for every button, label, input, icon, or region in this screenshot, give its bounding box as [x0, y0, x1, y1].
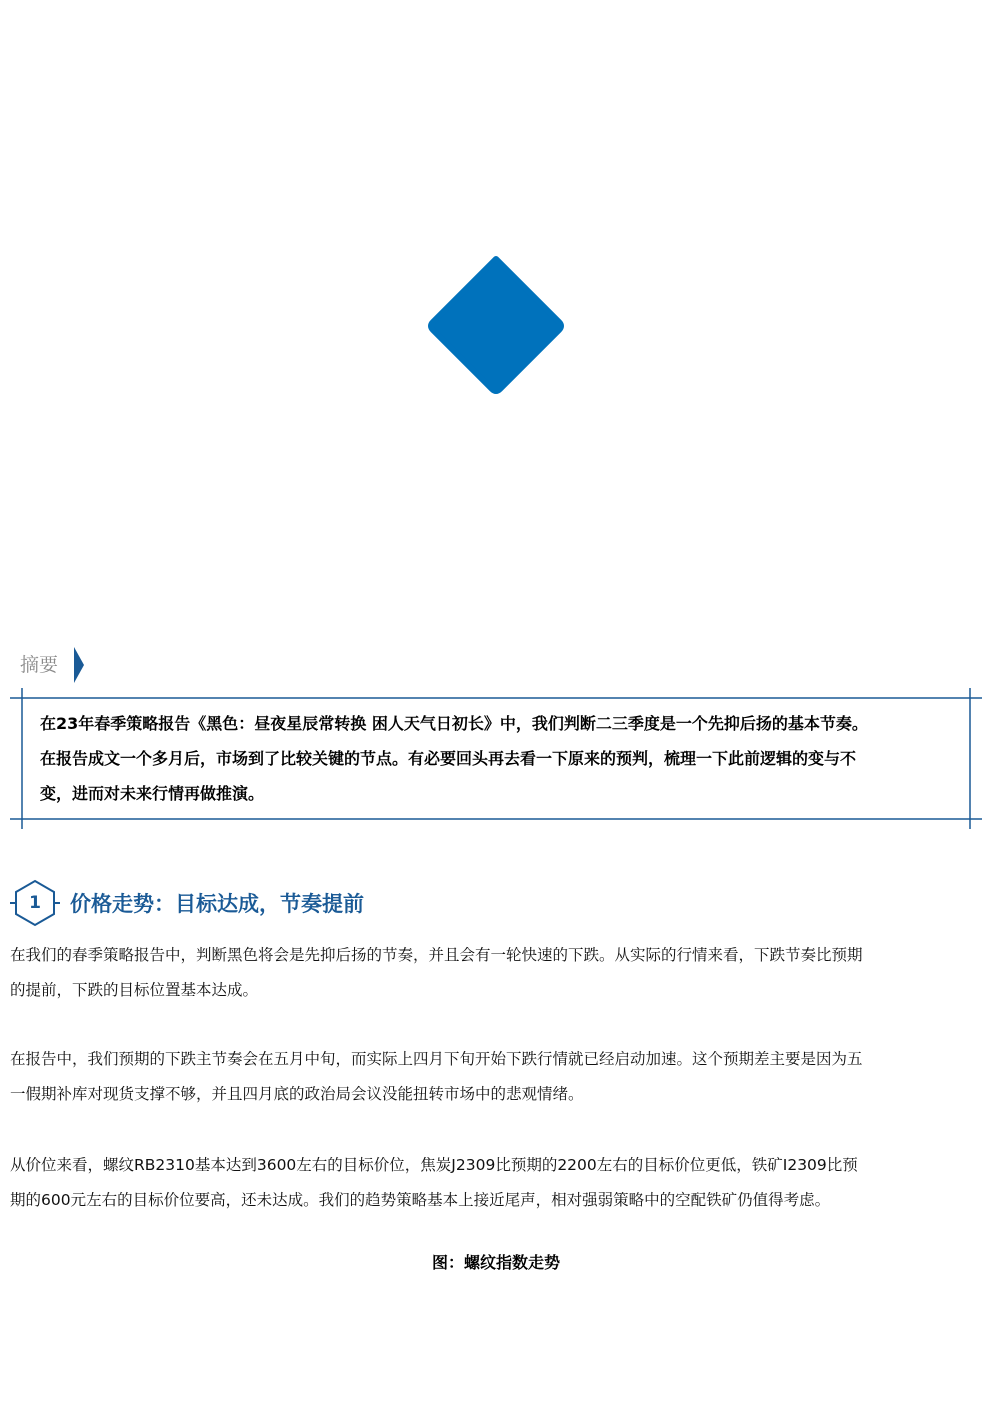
abstract-header: [20, 650, 84, 680]
abstract-line: 在23年春季策略报告《黑色：昼夜星辰常转换 困人天气日初长》中，我们判断二三季度是一个先抑后扬的基本节奏。: [40, 714, 868, 733]
abstract-label: 摘要: [20, 654, 59, 676]
abstract-line: 在报告成文一个多月后，市场到了比较关键的节点。有必要回头再去看一下原来的预判，梳理一下此前逻辑的变与不: [40, 749, 857, 768]
paragraph-line: 在我们的春季策略报告中，判断黑色将会是先抑后扬的节奏，并且会有一轮快速的下跌。从实际的行情来看，下跌节奏比预期: [10, 946, 863, 964]
paragraph: [10, 1148, 985, 1218]
paragraph: [10, 1042, 985, 1112]
company-logo-icon: [425, 255, 567, 397]
section-heading: [10, 878, 970, 928]
paragraph-line: 期的600元左右的目标价位要高，还未达成。我们的趋势策略基本上接近尾声，相对强弱策略中的空配铁矿仍值得考虑。: [10, 1191, 831, 1209]
paragraph-line: 从价位来看，螺纹RB2310基本达到3600左右的目标价位，焦炭J2309比预期的2200左右的目标价位更低，铁矿I2309比预: [10, 1156, 858, 1174]
paragraph: [10, 938, 985, 1008]
paragraph-line: 在报告中，我们预期的下跌主节奏会在五月中旬，而实际上四月下旬开始下跌行情就已经启动加速。这个预期差主要是因为五: [10, 1050, 863, 1068]
paragraph-line: 的提前，下跌的目标位置基本达成。: [10, 981, 259, 999]
abstract-box: [0, 686, 992, 830]
section-number-badge: [10, 878, 60, 928]
abstract-line: 变，进而对未来行情再做推演。: [40, 784, 265, 803]
paragraph-line: 一假期补库对现货支撑不够，并且四月底的政治局会议没能扭转市场中的悲观情绪。: [10, 1085, 584, 1103]
abstract-body: [40, 706, 960, 811]
section-number: 1: [29, 893, 41, 913]
figure-caption: 图：螺纹指数走势: [431, 1253, 560, 1272]
chevron-right-icon: [74, 647, 84, 683]
section-title: 价格走势：目标达成，节奏提前: [70, 892, 364, 916]
